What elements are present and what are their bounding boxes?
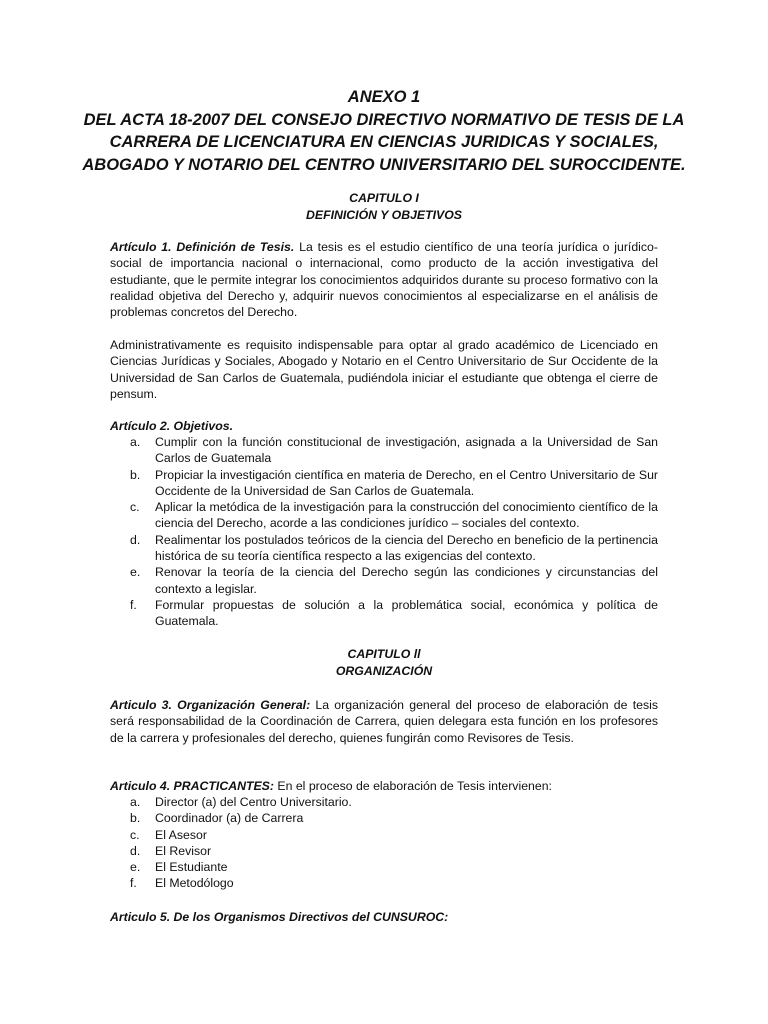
list-item — [110, 564, 658, 597]
list-item — [110, 810, 658, 826]
header-line: DEL ACTA 18-2007 DEL CONSEJO DIRECTIVO NORMATIVO DE TESIS DE LA — [83, 110, 685, 129]
article-4-participants-list — [110, 794, 658, 892]
list-item — [110, 467, 658, 500]
header-line: CARRERA DE LICENCIATURA EN CIENCIAS JURIDICAS Y SOCIALES, — [109, 133, 659, 151]
list-letter: c. — [130, 500, 140, 515]
list-text: Aplicar la metódica de la investigación para la construcción del conocimiento científico de la ciencia del Derecho, acorde a las condiciones jurídico – sociales del contexto. — [155, 500, 658, 531]
list-letter: b. — [130, 467, 141, 482]
list-letter: d. — [130, 532, 141, 547]
list-letter: f. — [130, 876, 137, 891]
chapter-2-heading — [0, 646, 768, 679]
list-item — [110, 859, 658, 875]
list-letter: c. — [130, 827, 140, 842]
list-text: Realimentar los postulados teóricos de la ciencia del Derecho en beneficio de la pertinencia histórica de su teoría científica respecto a las exigencias del contexto. — [155, 532, 658, 564]
list-text: Renovar la teoría de la ciencia del Derecho según las condiciones y circunstancias del contexto a legislar. — [155, 565, 658, 596]
list-letter: a. — [130, 435, 141, 449]
list-text: Cumplir con la función constitucional de investigación, asignada a la Universidad de San Carlos de Guatemala — [155, 435, 658, 466]
list-text: El Revisor — [155, 843, 212, 858]
article-1-paragraph-2: Administrativamente es requisito indispensable para optar al grado académico de Licenciado en Ciencias Jurídicas y Sociales, Abogado y Notario en el Centro Universitario de Sur Occidente de la Universidad de San Carlos de Guatemala, pudiéndola iniciar el estudiante que obtenga el cierre de pensum. — [110, 338, 658, 401]
header-line: ABOGADO Y NOTARIO DEL CENTRO UNIVERSITARIO DEL SUROCCIDENTE. — [82, 155, 686, 174]
chapter-1-heading — [0, 190, 768, 223]
article-3-title: Articulo 3. Organización General: — [110, 698, 311, 712]
annex-title: ANEXO 1 — [347, 88, 421, 106]
article-2-objectives-list — [110, 434, 658, 630]
list-letter: b. — [130, 811, 141, 826]
list-item — [110, 434, 658, 467]
article-1-paragraph — [110, 239, 658, 320]
list-text: El Estudiante — [155, 860, 228, 875]
list-text: El Metodólogo — [155, 876, 234, 891]
list-item — [110, 794, 658, 810]
list-letter: a. — [130, 795, 141, 809]
list-letter: d. — [130, 843, 141, 858]
article-3-paragraph — [110, 697, 658, 746]
chapter-number: CAPITULO ll — [347, 647, 421, 661]
chapter-number: CAPITULO I — [349, 191, 419, 205]
article-2-title: Artículo 2. Objetivos. — [110, 419, 233, 433]
list-text: El Asesor — [155, 827, 207, 842]
list-letter: e. — [130, 860, 141, 875]
article-3-text: La organización general del proceso de elaboración de tesis será responsabilidad de la Coordinación de Carrera, quien delegara esta función en los profesores de la carrera y profesionales del derecho, quienes fungirán como Revisores de Tesis. — [110, 698, 658, 745]
list-text: Coordinador (a) de Carrera — [155, 811, 304, 826]
chapter-title: DEFINICIÓN Y OBJETIVOS — [305, 207, 463, 222]
list-item — [110, 499, 658, 532]
article-4-paragraph — [110, 778, 658, 794]
list-letter: f. — [130, 597, 137, 612]
list-text: Formular propuestas de solución a la problemática social, económica y política de Guatemala. — [155, 597, 658, 629]
list-letter: e. — [130, 565, 141, 580]
list-text: Director (a) del Centro Universitario. — [155, 795, 352, 809]
list-item — [110, 597, 658, 630]
article-4-text: En el proceso de elaboración de Tesis intervienen: — [273, 779, 552, 793]
list-item — [110, 532, 658, 565]
document-header — [0, 86, 768, 176]
list-item — [110, 827, 658, 843]
list-text: Propiciar la investigación científica en materia de Derecho, en el Centro Universitario de Sur Occidente de la Universidad de San Carlos de Guatemala. — [155, 467, 658, 498]
list-item — [110, 875, 658, 891]
article-5-title: Articulo 5. De los Organismos Directivos del CUNSUROC: — [110, 910, 449, 924]
article-1-title: Artículo 1. Definición de Tesis. — [110, 240, 295, 254]
list-item — [110, 843, 658, 859]
article-4-title: Articulo 4. PRACTICANTES: — [110, 779, 274, 793]
article-1-text: La tesis es el estudio científico de una teoría jurídica o jurídico-social de importancia nacional o internacional, como producto de la acción investigativa del estudiante, que le permite integrar los conocimientos adquiridos durante su proceso formativo con la realidad objetiva del Derecho y, adquirir nuevos conocimientos al especializarse en el análisis de problemas concretos del Derecho. — [110, 240, 658, 320]
chapter-title: ORGANIZACIÓN — [335, 663, 433, 678]
